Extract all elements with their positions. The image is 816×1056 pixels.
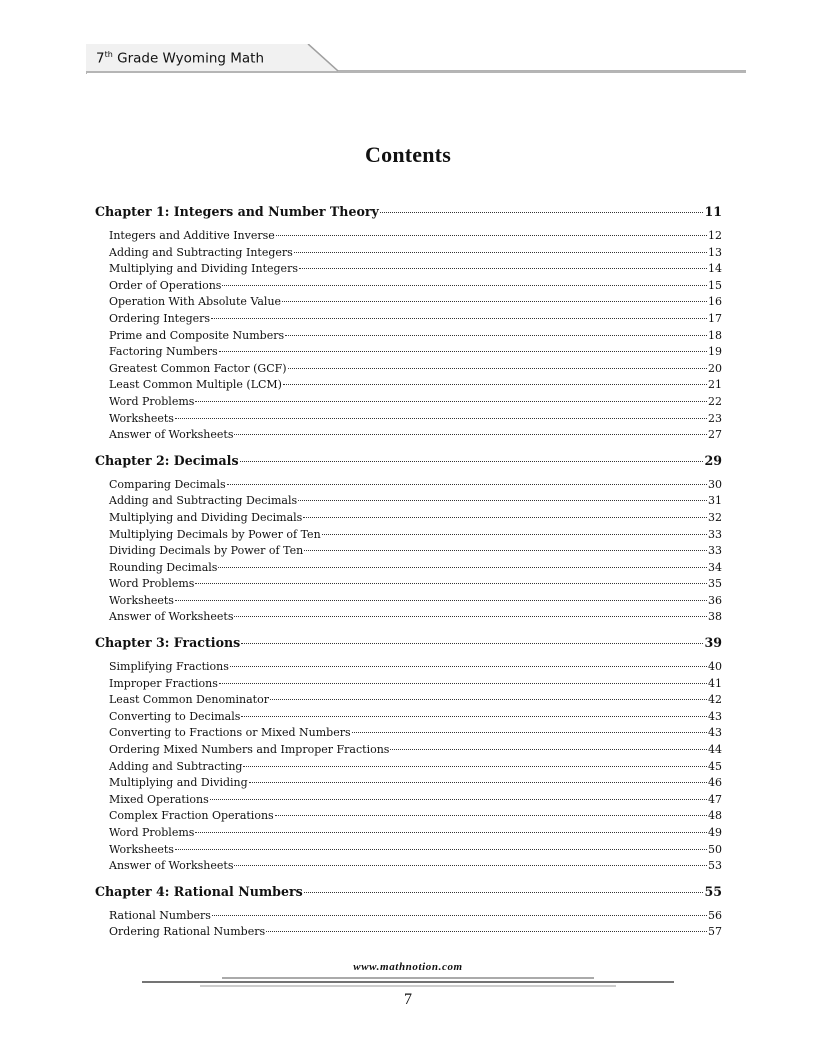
toc-entry[interactable] — [95, 278, 722, 295]
toc-entry[interactable] — [95, 394, 722, 411]
toc-leader-dots — [282, 301, 707, 302]
toc-leader-dots — [222, 285, 707, 286]
toc-entry-title: Answer of Worksheets — [109, 428, 234, 442]
toc-entry[interactable] — [95, 294, 722, 311]
toc-entry-page: 34 — [708, 560, 722, 574]
toc-entry[interactable] — [95, 775, 722, 792]
toc-leader-dots — [210, 799, 707, 800]
toc-entry-page: 27 — [708, 428, 722, 442]
toc-leader-dots — [299, 268, 707, 269]
toc-entry-title: Factoring Numbers — [109, 345, 218, 359]
toc-entry-page: 13 — [708, 245, 722, 259]
toc-leader-dots — [234, 616, 707, 617]
toc-leader-dots — [230, 666, 707, 667]
toc-entry[interactable] — [95, 842, 722, 859]
toc-entry-title: Adding and Subtracting Decimals — [109, 494, 298, 508]
toc-entry-page: 21 — [708, 378, 722, 392]
toc-chapter[interactable] — [95, 452, 722, 470]
toc-entry-title: Mixed Operations — [109, 792, 209, 806]
toc-leader-dots — [270, 699, 707, 700]
toc-entry-title: Multiplying and Dividing Decimals — [109, 510, 303, 524]
toc-entry-page: 42 — [708, 693, 722, 707]
toc-leader-dots — [288, 368, 707, 369]
toc-entry-title: Multiplying Decimals by Power of Ten — [109, 527, 321, 541]
toc-chapter-page: 39 — [704, 635, 722, 651]
footer-url: www.mathnotion.com — [353, 961, 463, 973]
toc-entry-title: Ordering Mixed Numbers and Improper Fractions — [109, 743, 390, 757]
toc-leader-dots — [275, 815, 707, 816]
toc-entry[interactable] — [95, 908, 722, 925]
toc-entry-page: 31 — [708, 494, 722, 508]
toc-leader-dots — [195, 583, 707, 584]
toc-entry-title: Multiplying and Dividing Integers — [109, 262, 298, 276]
toc-entry-page: 19 — [708, 345, 722, 359]
toc-leader-dots — [241, 716, 707, 717]
toc-entry[interactable] — [95, 858, 722, 875]
header-title: 7th Grade Wyoming Math — [96, 50, 265, 67]
toc-entry-page: 45 — [708, 759, 722, 773]
toc-leader-dots — [303, 517, 707, 518]
toc-entry[interactable] — [95, 808, 722, 825]
toc-leader-dots — [298, 500, 707, 501]
toc-leader-dots — [380, 212, 704, 213]
toc-entry-page: 41 — [708, 676, 722, 690]
toc-entry-title: Integers and Additive Inverse — [109, 229, 275, 242]
toc-entry[interactable] — [95, 411, 722, 428]
toc-entry-page: 53 — [708, 859, 722, 873]
toc-entry-page: 16 — [708, 295, 722, 309]
toc-entry-title: Ordering Rational Numbers — [109, 925, 266, 939]
toc-entry-title: Word Problems — [109, 577, 195, 591]
toc-entry[interactable] — [95, 510, 722, 527]
toc-entry-page: 23 — [708, 411, 722, 425]
toc-entry-page: 30 — [708, 477, 722, 491]
toc-entry-title: Rounding Decimals — [109, 560, 218, 574]
toc-entry-page: 43 — [708, 709, 722, 723]
toc-entry-title: Least Common Multiple (LCM) — [109, 378, 282, 392]
toc-leader-dots — [283, 384, 707, 385]
toc-chapter[interactable] — [95, 634, 722, 652]
toc-entry[interactable] — [95, 792, 722, 809]
toc-entry[interactable] — [95, 311, 722, 328]
toc-entry-title: Adding and Subtracting — [109, 759, 243, 773]
toc-leader-dots — [212, 915, 707, 916]
toc-entry-page: 32 — [708, 510, 722, 524]
toc-chapter[interactable] — [95, 203, 722, 221]
toc-entry[interactable] — [95, 328, 722, 345]
toc-entry[interactable] — [95, 692, 722, 709]
toc-chapter-title: Chapter 4: Rational Numbers — [95, 883, 303, 899]
toc-entry[interactable] — [95, 659, 722, 676]
toc-entry-title: Rational Numbers — [109, 908, 211, 922]
toc-entry-page: 44 — [708, 743, 722, 757]
toc-entry-title: Greatest Common Factor (GCF) — [109, 361, 287, 375]
toc-leader-dots — [276, 235, 707, 236]
toc-leader-dots — [243, 766, 707, 767]
toc-entry[interactable] — [95, 527, 722, 544]
toc-entry-title: Multiplying and Dividing — [109, 776, 248, 790]
toc-entry-page: 14 — [708, 262, 722, 276]
toc-entry[interactable] — [95, 427, 722, 444]
toc-chapter-title: Chapter 3: Fractions — [95, 635, 241, 651]
toc-entry-page: 20 — [708, 361, 722, 375]
toc-entry-page: 40 — [708, 660, 722, 674]
toc-entry-page: 12 — [708, 229, 722, 242]
toc-entry[interactable] — [95, 742, 722, 759]
toc-leader-dots — [304, 892, 704, 893]
toc-entry[interactable] — [95, 825, 722, 842]
toc-leader-dots — [219, 351, 707, 352]
page-title: Contents — [365, 142, 451, 167]
toc-entry[interactable] — [95, 759, 722, 776]
toc-entry-title: Worksheets — [109, 593, 174, 607]
toc-leader-dots — [240, 461, 704, 462]
toc-leader-dots — [211, 318, 707, 319]
toc-entry[interactable] — [95, 676, 722, 693]
toc-leader-dots — [352, 732, 707, 733]
toc-entry[interactable] — [95, 228, 722, 245]
toc-leader-dots — [234, 434, 707, 435]
toc-leader-dots — [175, 418, 707, 419]
toc-entry-title: Worksheets — [109, 411, 174, 425]
toc-entry[interactable] — [95, 261, 722, 278]
toc-entry-page: 22 — [708, 394, 722, 408]
toc-entry-page: 56 — [708, 908, 722, 922]
toc-leader-dots — [294, 252, 707, 253]
toc-chapter[interactable] — [95, 883, 722, 901]
toc-entry-title: Converting to Fractions or Mixed Numbers — [109, 726, 351, 740]
toc-leader-dots — [285, 335, 707, 336]
toc-chapter-title: Chapter 2: Decimals — [95, 452, 239, 468]
toc-entry[interactable] — [95, 344, 722, 361]
toc-leader-dots — [322, 534, 707, 535]
toc-entry-page: 33 — [708, 544, 722, 558]
toc-leader-dots — [234, 865, 707, 866]
toc-entry[interactable] — [95, 725, 722, 742]
toc-entry[interactable] — [95, 709, 722, 726]
toc-entry-page: 36 — [708, 593, 722, 607]
toc-entry-title: Word Problems — [109, 394, 195, 408]
toc-entry-page: 57 — [708, 925, 722, 939]
toc-entry-title: Word Problems — [109, 826, 195, 839]
toc-entry[interactable] — [95, 245, 722, 262]
toc-leader-dots — [195, 401, 707, 402]
toc-entry-title: Answer of Worksheets — [109, 859, 234, 873]
toc-entry[interactable] — [95, 377, 722, 394]
toc-chapter-page: 55 — [704, 883, 722, 899]
toc-entry-page: 46 — [708, 776, 722, 790]
toc-entry-page: 38 — [708, 610, 722, 624]
toc-entry-title: Operation With Absolute Value — [109, 295, 282, 309]
toc-entry-page: 48 — [708, 809, 722, 823]
toc-entry-page: 35 — [708, 577, 722, 591]
toc-entry-page: 43 — [708, 726, 722, 740]
toc-entry-title: Improper Fractions — [109, 676, 218, 690]
toc-entry[interactable] — [95, 593, 722, 610]
toc-leader-dots — [304, 550, 707, 551]
toc-entry-page: 49 — [708, 826, 722, 839]
toc-leader-dots — [227, 484, 707, 485]
toc-entry[interactable] — [95, 543, 722, 560]
toc-entry-page: 15 — [708, 278, 722, 292]
toc-leader-dots — [175, 600, 707, 601]
toc-entry-page: 18 — [708, 328, 722, 342]
toc-entry-title: Worksheets — [109, 842, 174, 856]
toc-entry[interactable] — [95, 493, 722, 510]
page-number: 7 — [404, 991, 412, 1008]
toc-leader-dots — [175, 849, 707, 850]
toc-entry-title: Ordering Integers — [109, 311, 211, 325]
toc-chapter-page: 11 — [704, 204, 722, 219]
toc-chapter-page: 29 — [704, 452, 722, 468]
toc-entry-title: Answer of Worksheets — [109, 610, 234, 624]
toc-entry[interactable] — [95, 361, 722, 378]
toc-leader-dots — [195, 832, 707, 833]
toc-entry-title: Complex Fraction Operations — [109, 809, 274, 823]
running-header — [86, 44, 746, 74]
toc-entry-title: Comparing Decimals — [109, 477, 226, 491]
toc-entry-title: Order of Operations — [109, 278, 222, 292]
toc-entry[interactable] — [95, 924, 722, 941]
toc-leader-dots — [390, 749, 707, 750]
toc-entry-page: 33 — [708, 527, 722, 541]
toc-entry-title: Simplifying Fractions — [109, 660, 229, 674]
toc-entry[interactable] — [95, 477, 722, 494]
footer-rules — [0, 976, 816, 990]
toc-entry-page: 47 — [708, 792, 722, 806]
toc-entry-title: Dividing Decimals by Power of Ten — [109, 544, 304, 558]
toc-entry[interactable] — [95, 576, 722, 593]
toc-leader-dots — [249, 782, 707, 783]
toc-entry-title: Converting to Decimals — [109, 709, 241, 723]
toc-entry-title: Least Common Denominator — [109, 693, 269, 707]
toc-leader-dots — [241, 643, 703, 644]
toc-entry-title: Adding and Subtracting Integers — [109, 245, 293, 259]
table-of-contents — [95, 203, 722, 941]
toc-leader-dots — [219, 683, 707, 684]
toc-chapter-title: Chapter 1: Integers and Number Theory — [95, 204, 379, 219]
toc-leader-dots — [218, 567, 707, 568]
toc-entry-page: 17 — [708, 311, 722, 325]
toc-entry-page: 50 — [708, 842, 722, 856]
toc-entry[interactable] — [95, 609, 722, 626]
toc-entry[interactable] — [95, 560, 722, 577]
toc-leader-dots — [266, 931, 707, 932]
toc-entry-title: Prime and Composite Numbers — [109, 328, 285, 342]
